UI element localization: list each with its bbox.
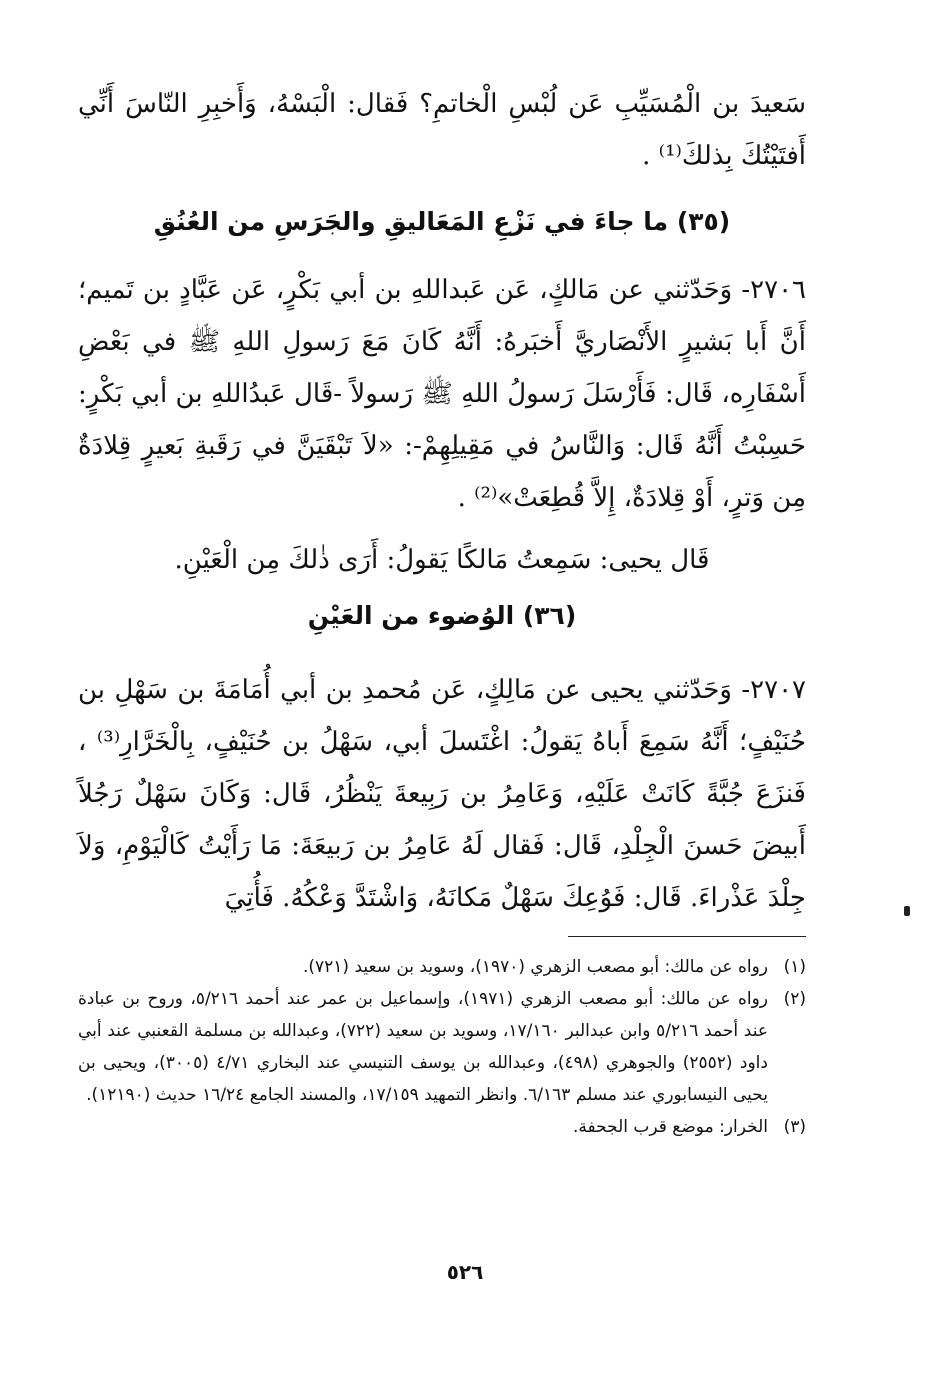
hadith-2707: ٢٧٠٧- وَحَدّثني يحيى عن مَالِكٍ، عَن مُحمدِ بن أبي أُمَامَةَ بن سَهْلِ بن حُنَيْفٍ؛ أَنَّهُ سَمِعَ أَباهُ يَقولُ: اغْتَسلَ أبي، سَهْلُ بن حُنَيْفٍ، بِالْخَرَّارِ⁽³⁾ ، فَنزَعَ جُبَّةً كَانَتْ عَلَيْهِ، وَعَامِرُ بن رَبِيعةَ يَنْظُرُ، قَال: وَكَانَ سَهْلٌ رَجُلاً أَبيضَ حَسنَ الْجِلْدِ، قَال: فَقال لَهُ عَامِرُ بن رَبيعَةَ: مَا رَأَيْتُ كَالْيَوْمِ، وَلاَ جِلْدَ عَذْراءَ. قَال: فَوُعِكَ سَهْلٌ مَكانَهُ، وَاشْتَدَّ وَعْكُهُ. فَأُتِيَ xyxy=(78,675,806,913)
footnote-text: الخرار: موضع قرب الجحفة. xyxy=(573,1117,768,1137)
yahya-statement: قَال يحيى: سَمِعتُ مَالكًا يَقولُ: أَرَى ذٰلكَ مِن الْعَيْنِ. xyxy=(174,545,710,575)
page-number: ٥٢٦ xyxy=(446,1260,484,1284)
footnote-1 xyxy=(78,951,806,983)
paragraph-continuation: سَعيدَ بن الْمُسَيِّبِ عَن لُبْسِ الْخاتمِ؟ فَقال: الْبَسْهُ، وَأَخبِرِ النّاسَ أَنِّي أَفتَيْتُكَ بِذلكَ⁽¹⁾ . xyxy=(78,89,806,171)
hadith-2706: ٢٧٠٦- وَحَدّثني عن مَالكٍ، عَن عَبداللهِ بن أبي بَكْرٍ، عَن عَبَّادٍ بن تَميم؛ أَنَّ أَبا بَشيرٍ الأَنْصَاريَّ أَخبَرهُ: أَنَّهُ كَانَ مَعَ رَسولِ اللهِ ﷺ في بَعْضِ أَسْفَارِه، قَال: فَأَرْسَلَ رَسولُ اللهِ ﷺ رَسولاً -قَال عَبدُاللهِ بن أبي بَكْرٍ: حَسِبْتُ أَنَّهُ قَال: وَالنَّاسُ في مَقِيلِهِمْ-: «لاَ تَبْقَيَنَّ في رَقَبةِ بَعيرٍ قِلادَةٌ مِن وَترٍ، أَوْ قِلادَةٌ، إِلاَّ قُطِعَتْ»⁽²⁾ . xyxy=(78,275,806,513)
footnote-number: (١) xyxy=(783,957,806,977)
footnote-number: (٣) xyxy=(783,1117,806,1137)
book-page xyxy=(78,78,806,1143)
footnote-separator xyxy=(568,936,806,937)
chapter-heading-36: (٣٦) الوُضوء من العَيْنِ xyxy=(307,601,577,630)
footnote-number: (٢) xyxy=(783,989,806,1009)
footnote-text: رواه عن مالك: أبو مصعب الزهري (١٩٧١)، وإسماعيل بن عمر عند أحمد ٥/٢١٦، وروح بن عبادة عند أحمد ٥/٢١٦ وابن عبدالبر ١٧/١٦٠، وسويد بن سعيد (٧٢٢)، وعبدالله بن مسلمة القعنبي عند أبي داود (٢٥٥٢) والجوهري (٤٩٨)، وعبدالله بن يوسف التنيسي عند البخاري ٤/٧١ (٣٠٠٥)، ويحيى بن يحيى النيسابوري عند مسلم ٦/١٦٣. وانظر التمهيد ١٧/١٥٩، والمسند الجامع ١٦/٢٤ حديث (١٢١٩٠). xyxy=(78,989,768,1105)
footnote-3 xyxy=(78,1111,806,1143)
footnote-text: رواه عن مالك: أبو مصعب الزهري (١٩٧٠)، وسويد بن سعيد (٧٢١). xyxy=(302,957,768,977)
margin-mark xyxy=(904,906,910,916)
footnote-2 xyxy=(78,983,806,1111)
footnotes-section xyxy=(78,951,806,1143)
chapter-heading-35: (٣٥) ما جاءَ في نَزْعِ المَعَاليقِ والجَرَسِ من العُنُقِ xyxy=(153,207,731,236)
